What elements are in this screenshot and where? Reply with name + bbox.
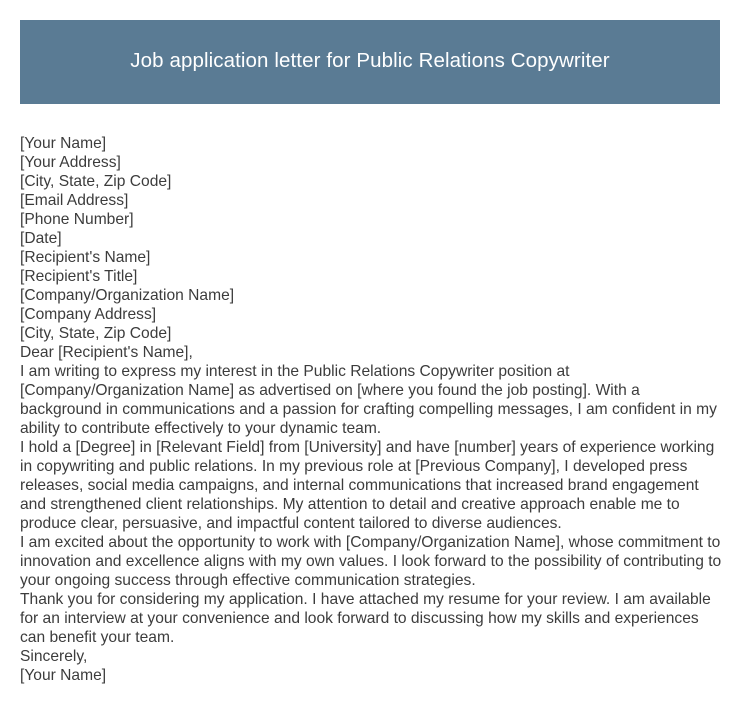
recipient-name: [Recipient's Name] [20, 249, 151, 266]
recipient-city-state-zip: [City, State, Zip Code] [20, 325, 172, 342]
sender-phone: [Phone Number] [20, 211, 134, 228]
paragraph-interest: I am writing to express my interest in the Public Relations Copywriter position at [Company/Organization Name] as advertised on [where you found the job posting]. With a background in communications and a passion for crafting compelling messages, I am confident in my ability to contribute effectively to your dynamic team. [20, 363, 717, 437]
salutation: Dear [Recipient's Name], [20, 344, 193, 361]
sender-name: [Your Name] [20, 135, 107, 152]
closing: Sincerely, [20, 648, 88, 665]
paragraph-experience: I hold a [Degree] in [Relevant Field] from [University] and have [number] years of experience working in copywriting and public relations. In my previous role at [Previous Company], I developed press releases, social media campaigns, and internal communications that increased brand engagement and strengthened client relationships. My attention to detail and creative approach enable me to produce clear, persuasive, and impactful content tailored to diverse audiences. [20, 439, 715, 532]
letter-date: [Date] [20, 230, 62, 247]
paragraph-thanks: Thank you for considering my application. I have attached my resume for your review. I am available for an interview at your convenience and look forward to discussing how my skills and experiences can benefit your team. [20, 591, 711, 646]
recipient-title: [Recipient's Title] [20, 268, 138, 285]
paragraph-motivation: I am excited about the opportunity to work with [Company/Organization Name], whose commitment to innovation and excellence aligns with my own values. I look forward to the possibility of contributing to your ongoing success through effective communication strategies. [20, 534, 722, 589]
sender-address: [Your Address] [20, 154, 121, 171]
recipient-address: [Company Address] [20, 306, 157, 323]
recipient-company: [Company/Organization Name] [20, 287, 235, 304]
sender-email: [Email Address] [20, 192, 129, 209]
page-title: Job application letter for Public Relations Copywriter [130, 49, 610, 72]
header-banner [20, 20, 720, 104]
letter-body [20, 134, 724, 685]
signature: [Your Name] [20, 667, 107, 684]
sender-city-state-zip: [City, State, Zip Code] [20, 173, 172, 190]
